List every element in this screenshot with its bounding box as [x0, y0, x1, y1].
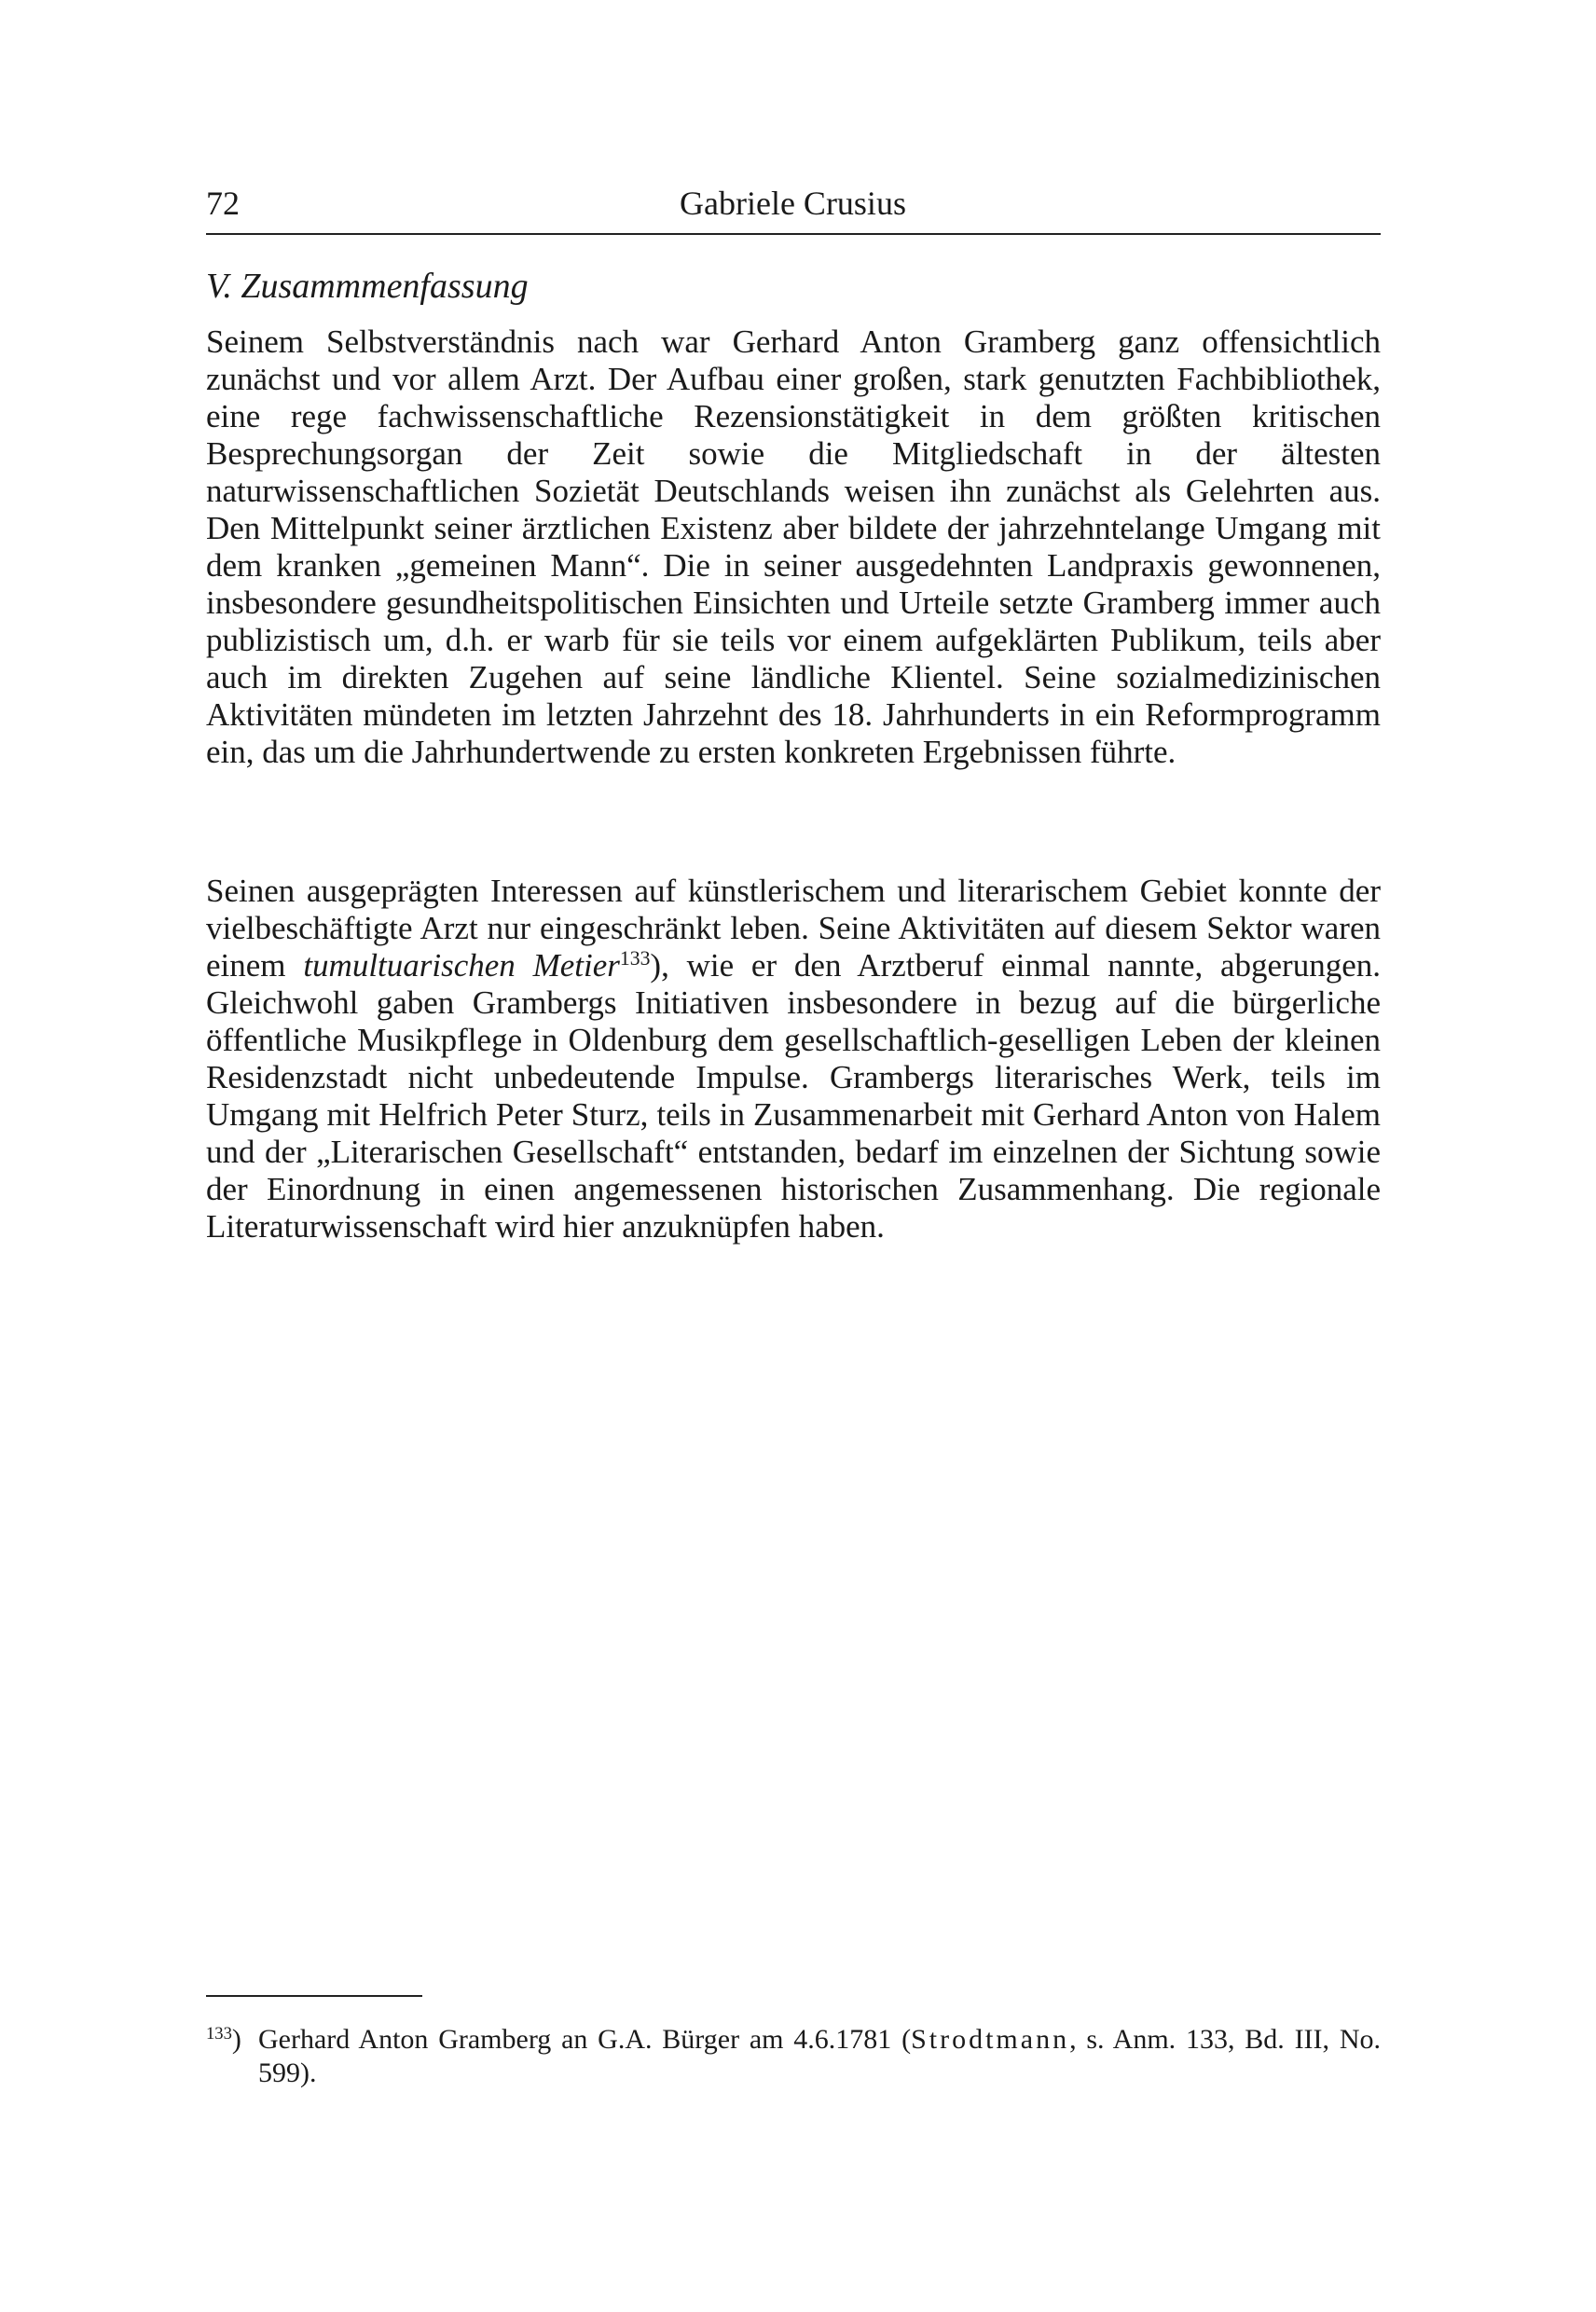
footnote-text [258, 2023, 1381, 2090]
paragraph-2-text-after: ), wie er den Arztberuf einmal nannte, abgerungen. Gleichwohl gaben Grambergs Initiativen insbesondere in bezug auf die bürgerliche öffentliche Musikpflege in Oldenburg dem gesellschaftlich-geselligen Leben der kleinen Residenzstadt nicht unbedeutende Impulse. Grambergs literarisches Werk, teils im Umgang mit Helfrich Peter Sturz, teils in Zusammenarbeit mit Gerhard Anton von Halem und der „Literarischen Gesellschaft“ entstanden, bedarf im einzelnen der Sichtung sowie der Einordnung in einen angemessenen historischen Zusammenhang. Die regionale Literaturwissenschaft wird hier anzuknüpfen haben. [206, 947, 1381, 1245]
footnote [206, 2023, 1381, 2090]
paragraph-2-block [206, 873, 1381, 1245]
section-heading: V. Zusammmenfassung [206, 267, 529, 306]
paragraph-2 [206, 873, 1381, 1245]
footnote-number: 133 [206, 2023, 232, 2044]
paragraph-2-text-before: Seinen ausgeprägten Interessen auf künstlerischem und literarischem Gebiet konnte der vielbeschäftigte Arzt nur eingeschränkt leben. Seine Aktivitäten auf diesem Sektor waren einem [206, 873, 1381, 984]
paragraph-1: Seinem Selbstverständnis nach war Gerhard Anton Gramberg ganz offensichtlich zunächst und vor allem Arzt. Der Aufbau einer großen, stark genutzten Fachbibliothek, eine rege fachwissenschaftliche Rezensionstätigkeit in dem größten kritischen Besprechungsorgan der Zeit sowie die Mitgliedschaft in der ältesten naturwissenschaftlichen Sozietät Deutschlands weisen ihn zunächst als Gelehrten aus. Den Mittelpunkt seiner ärztlichen Existenz aber bildete der jahrzehntelange Umgang mit dem kranken „gemeinen Mann“. Die in seiner ausgedehnten Landpraxis gewonnenen, insbesondere gesundheitspolitischen Einsichten und Urteile setzte Gramberg immer auch publizistisch um, d.h. er warb für sie teils vor einem aufgeklärten Publikum, teils aber auch im direkten Zugehen auf seine ländliche Klientel. Seine sozialmedizinischen Aktivitäten mündeten im letzten Jahrzehnt des 18. Jahrhunderts in ein Reformprogramm ein, das um die Jahrhundertwende zu ersten konkreten Ergebnissen führte. [206, 323, 1381, 770]
footnote-number-block [206, 2023, 258, 2090]
running-head: Gabriele Crusius [680, 185, 906, 222]
footnote-reference[interactable]: 133 [619, 947, 651, 970]
footnote-rule [206, 1995, 422, 1997]
paragraph-2-italic-term: tumultuarischen Metier [303, 947, 620, 984]
footnote-text-before: Gerhard Anton Gramberg an G.A. Bürger am 4.6.1781 ( [258, 2024, 912, 2055]
footnote-number-paren: ) [231, 2024, 241, 2055]
page-number: 72 [206, 185, 240, 222]
paragraph-1-block [206, 323, 1381, 771]
footnote-text-after: , s. Anm. 133, Bd. III, No. 599). [258, 2024, 1381, 2088]
header-rule [206, 233, 1381, 235]
footnote-author-name: Strodtmann [911, 2024, 1070, 2055]
